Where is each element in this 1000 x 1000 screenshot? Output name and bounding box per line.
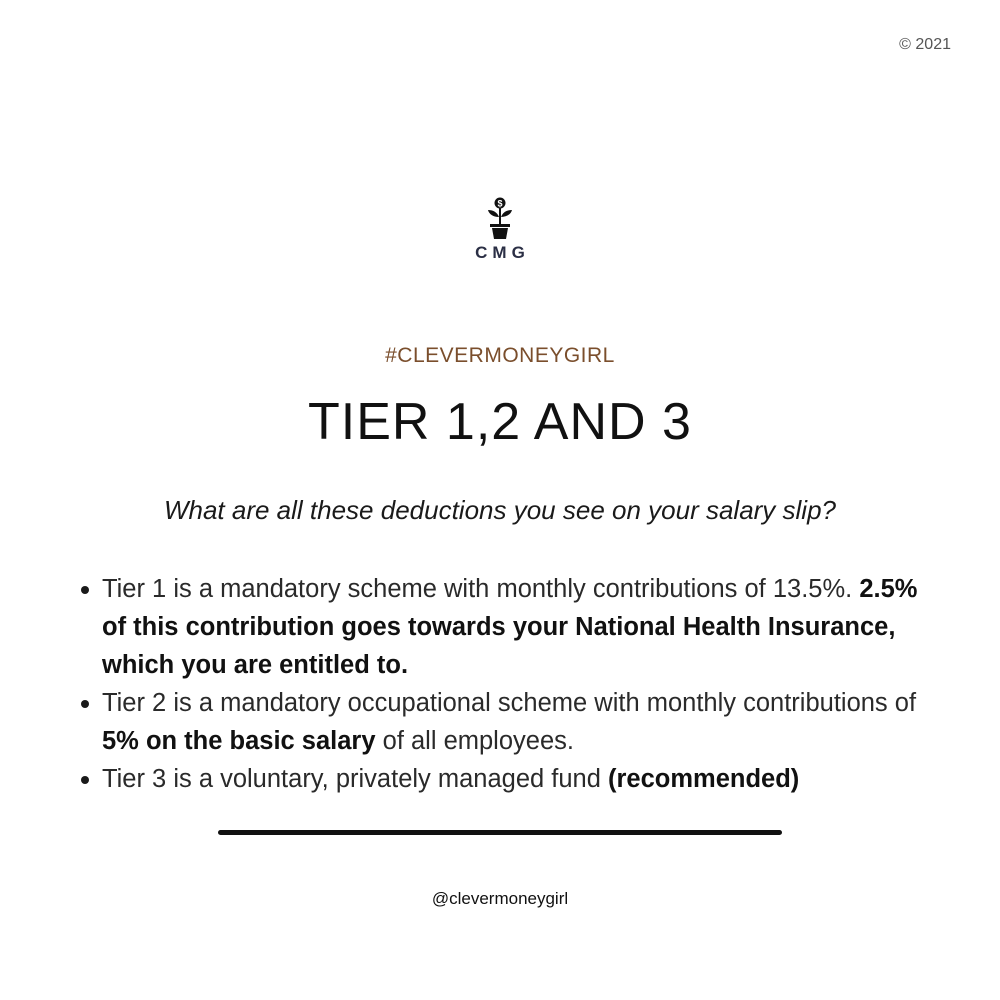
tier-1-text: Tier 1 is a mandatory scheme with monthly contributions of 13.5%. — [102, 575, 860, 603]
page-title: TIER 1,2 AND 3 — [308, 393, 692, 451]
list-item-tier-3 — [102, 760, 942, 798]
social-handle: @clevermoneygirl — [431, 889, 569, 908]
tier-2-bold-text: 5% on the basic salary — [102, 727, 376, 755]
tier-3-bold-text: (recommended) — [608, 765, 800, 793]
list-item-tier-2 — [102, 684, 942, 760]
divider-line — [218, 830, 782, 835]
tier-3-text: Tier 3 is a voluntary, privately managed fund — [102, 765, 609, 793]
tier-2-text-before: Tier 2 is a mandatory occupational scheme with monthly contributions of — [102, 689, 917, 717]
tier-list — [102, 570, 942, 798]
svg-text:$: $ — [497, 198, 503, 209]
tier-1-bold-text: 2.5% of this contribution goes towards your National Health Insurance, which you are entitled to. — [102, 575, 918, 679]
plant-pot-dollar-icon — [484, 197, 516, 243]
subtitle-question: What are all these deductions you see on your salary slip? — [163, 495, 837, 525]
copyright-text: © 2021 — [899, 36, 951, 53]
tier-2-text-after: of all employees. — [375, 727, 574, 755]
logo-text: CMG — [475, 243, 530, 262]
hashtag: #CLEVERMONEYGIRL — [385, 344, 615, 367]
brand-logo — [460, 197, 540, 267]
list-item-tier-1 — [102, 570, 942, 684]
